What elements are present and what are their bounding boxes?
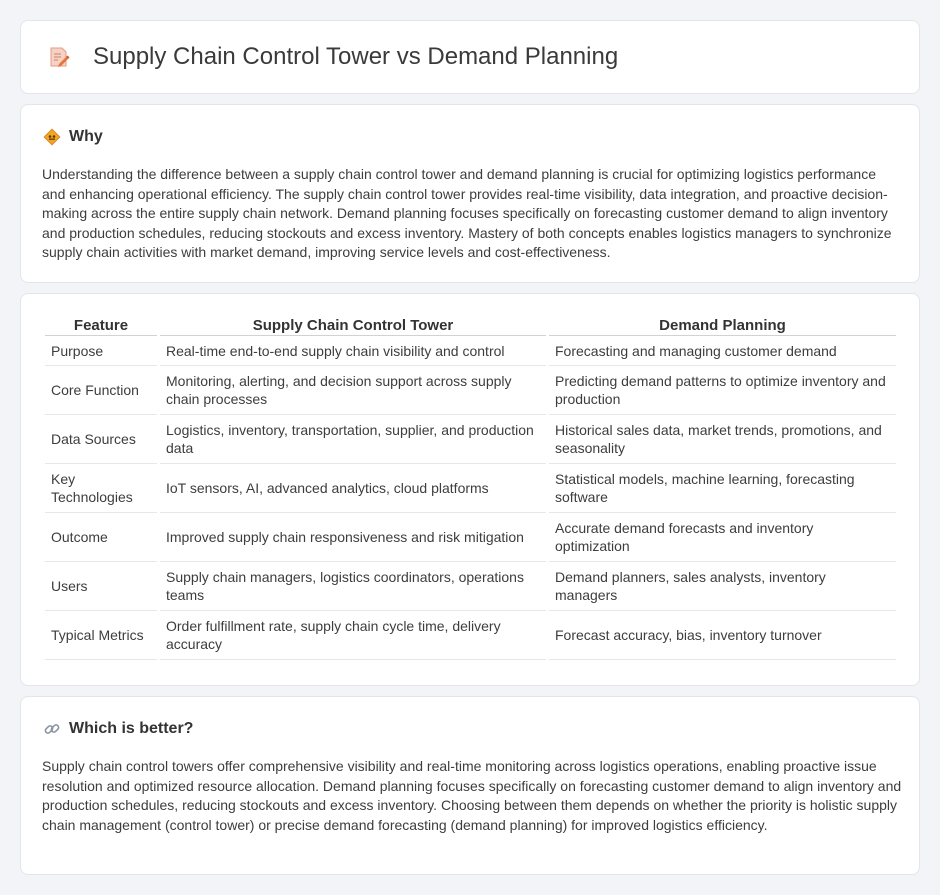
- table-row: [45, 336, 896, 366]
- comparison-table: [42, 316, 899, 660]
- control-tower-cell: Improved supply chain responsiveness and risk mitigation: [160, 513, 546, 562]
- control-tower-cell: Real-time end-to-end supply chain visibility and control: [160, 336, 546, 366]
- demand-planning-cell: Predicting demand patterns to optimize inventory and production: [549, 366, 896, 415]
- feature-cell: Typical Metrics: [45, 611, 157, 660]
- table-header-row: [45, 316, 896, 336]
- table-row: [45, 513, 896, 562]
- table-row: [45, 562, 896, 611]
- table-row: [45, 611, 896, 660]
- control-tower-cell: IoT sensors, AI, advanced analytics, cloud platforms: [160, 464, 546, 513]
- title-card: [20, 20, 920, 94]
- table-row: [45, 415, 896, 464]
- control-tower-cell: Monitoring, alerting, and decision support across supply chain processes: [160, 366, 546, 415]
- demand-planning-cell: Statistical models, machine learning, forecasting software: [549, 464, 896, 513]
- feature-cell: Purpose: [45, 336, 157, 366]
- header-demand-planning: Demand Planning: [549, 316, 896, 336]
- table-row: [45, 464, 896, 513]
- why-heading: Why: [69, 128, 103, 145]
- feature-cell: Core Function: [45, 366, 157, 415]
- document-pencil-icon: [47, 45, 71, 69]
- demand-planning-cell: Historical sales data, market trends, promotions, and seasonality: [549, 415, 896, 464]
- feature-cell: Data Sources: [45, 415, 157, 464]
- header-control-tower: Supply Chain Control Tower: [160, 316, 546, 336]
- link-icon: [43, 720, 61, 738]
- page-title: Supply Chain Control Tower vs Demand Planning: [93, 43, 619, 70]
- header-feature: Feature: [45, 316, 157, 336]
- control-tower-cell: Order fulfillment rate, supply chain cycle time, delivery accuracy: [160, 611, 546, 660]
- feature-cell: Key Technologies: [45, 464, 157, 513]
- demand-planning-cell: Forecasting and managing customer demand: [549, 336, 896, 366]
- demand-planning-cell: Demand planners, sales analysts, inventory managers: [549, 562, 896, 611]
- which-heading: Which is better?: [69, 720, 194, 737]
- comparison-section: [20, 293, 920, 686]
- diamond-sign-icon: [43, 128, 61, 146]
- demand-planning-cell: Accurate demand forecasts and inventory optimization: [549, 513, 896, 562]
- demand-planning-cell: Forecast accuracy, bias, inventory turnover: [549, 611, 896, 660]
- which-body: Supply chain control towers offer comprehensive visibility and real-time monitoring across logistics operations, enabling proactive issue resolution and optimized resource allocation. Demand planning focuses specifically on forecasting customer demand to align inventory and production schedules, reducing stockouts and excess inventory. Choosing between them depends on whether the priority is holistic supply chain management (control tower) or precise demand forecasting (demand planning) for improved logistics efficiency.: [42, 758, 902, 833]
- which-section: [20, 696, 920, 875]
- why-body: Understanding the difference between a supply chain control tower and demand planning is crucial for optimizing logistics performance and enhancing operational efficiency. The supply chain control tower provides real-time visibility, data integration, and proactive decision-making across the entire supply chain network. Demand planning focuses specifically on forecasting customer demand to align inventory and production schedules, reducing stockouts and excess inventory. Mastery of both concepts enables logistics managers to synchronize supply chain activities with market demand, improving service levels and cost-effectiveness.: [42, 166, 892, 261]
- control-tower-cell: Logistics, inventory, transportation, supplier, and production data: [160, 415, 546, 464]
- why-section: [20, 104, 920, 283]
- feature-cell: Outcome: [45, 513, 157, 562]
- feature-cell: Users: [45, 562, 157, 611]
- table-row: [45, 366, 896, 415]
- control-tower-cell: Supply chain managers, logistics coordinators, operations teams: [160, 562, 546, 611]
